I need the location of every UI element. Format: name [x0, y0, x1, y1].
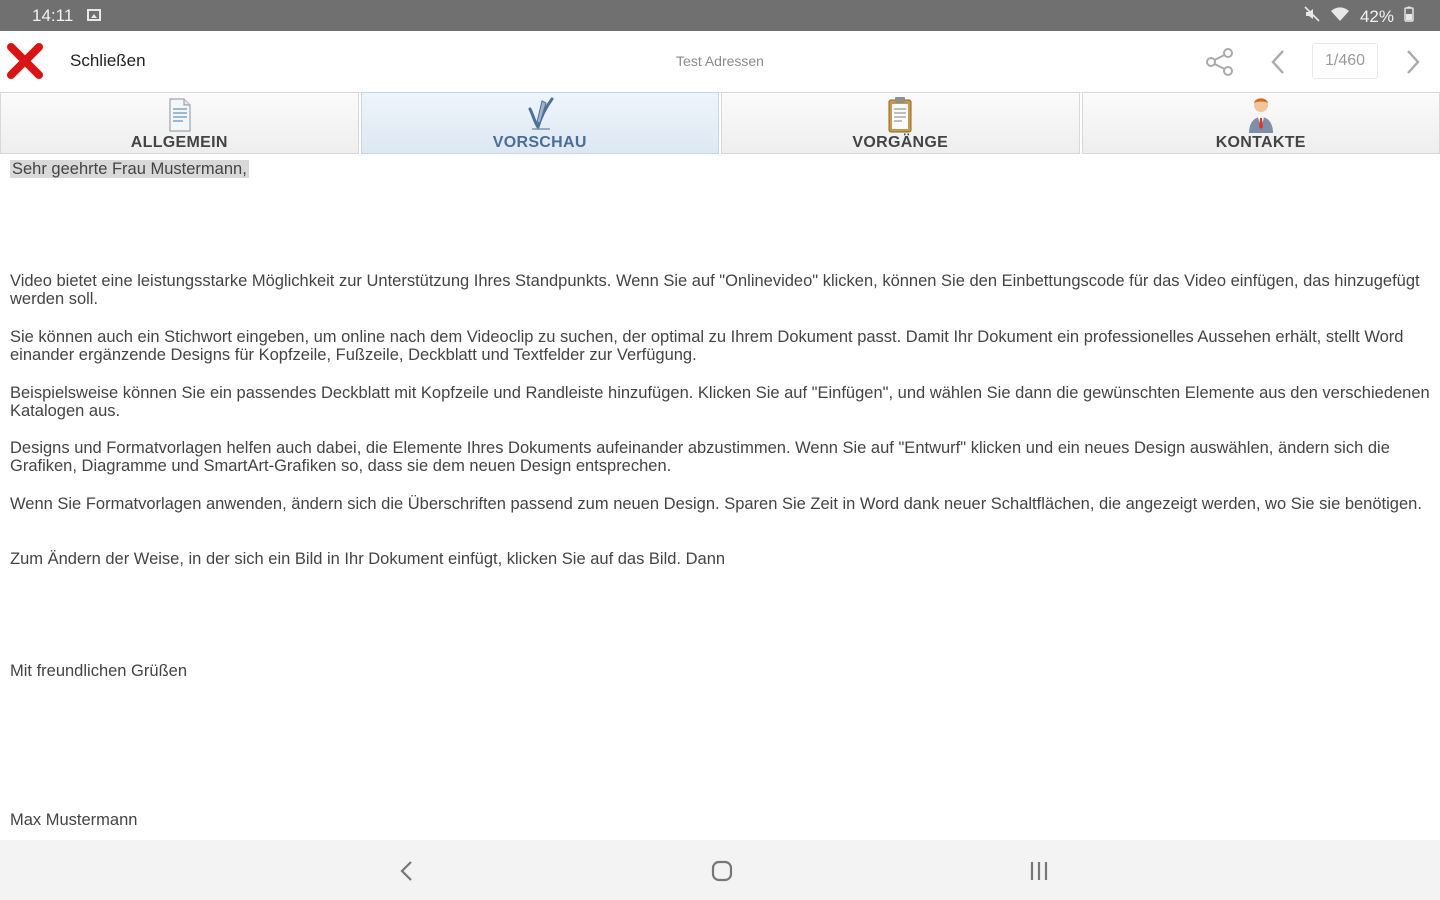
- system-nav-bar: [0, 840, 1440, 900]
- signature: Max Mustermann: [10, 811, 138, 829]
- recent-apps-icon[interactable]: [1027, 860, 1051, 882]
- tab-vorschau[interactable]: [361, 92, 720, 154]
- paragraph: Video bietet eine leistungsstarke Möglichkeit zur Unterstützung Ihres Standpunkts. Wenn Sie auf "Onlinevideo" klicken, können Sie den Einbettungscode für das Video einfügen, das hinzugefügt werden soll.: [10, 272, 1420, 308]
- record-counter[interactable]: 1/460: [1312, 43, 1378, 79]
- next-record-icon[interactable]: [1398, 47, 1426, 77]
- tab-label: KONTAKTE: [1215, 134, 1306, 151]
- paragraph: Zum Ändern der Weise, in der sich ein Bild in Ihr Dokument einfügt, klicken Sie auf das Bild. Dann: [10, 550, 726, 568]
- tab-vorgaenge[interactable]: [721, 92, 1080, 154]
- preview-pen-icon: [522, 95, 558, 135]
- status-time: 14:11: [32, 6, 74, 25]
- paragraph: Wenn Sie Formatvorlagen anwenden, ändern sich die Überschriften passend zum neuen Design. Sparen Sie Zeit in Word dank neuer Schaltflächen, die angezeigt werden, wo Sie sie benötigen.: [10, 495, 1422, 513]
- tab-kontakte[interactable]: [1082, 92, 1440, 154]
- paragraph: Sie können auch ein Stichwort eingeben, um online nach dem Videoclip zu suchen, der optimal zu Ihrem Dokument passt. Damit Ihr Dokument ein professionelles Aussehen erhält, stellt Word einander ergänzende Designs für Kopfzeile, Fußzeile, Deckblatt und Textfelder zur Verfügung.: [10, 328, 1404, 364]
- battery-icon: [1404, 6, 1414, 27]
- share-icon[interactable]: [1204, 46, 1236, 78]
- document-icon: [161, 95, 197, 135]
- tab-allgemein[interactable]: [0, 92, 359, 154]
- back-icon[interactable]: [396, 858, 418, 884]
- previous-record-icon[interactable]: [1265, 47, 1293, 77]
- status-indicators: [1304, 6, 1414, 27]
- app-bar: [0, 31, 1440, 93]
- tab-label: ALLGEMEIN: [130, 134, 228, 151]
- paragraph: Designs und Formatvorlagen helfen auch dabei, die Elemente Ihres Dokuments aufeinander abzustimmen. Wenn Sie auf "Entwurf" klicken und ein neues Design auswählen, ändern sich die Grafiken, Diagramme und SmartArt-Grafiken so, dass sie dem neuen Design entsprechen.: [10, 439, 1390, 475]
- person-icon: [1243, 95, 1279, 135]
- closing: Mit freundlichen Grüßen: [10, 662, 187, 680]
- tab-bar: [0, 92, 1440, 154]
- tab-label: VORSCHAU: [492, 134, 587, 151]
- home-icon[interactable]: [711, 860, 733, 882]
- record-title: Test Adressen: [676, 53, 764, 69]
- mute-icon: [1304, 6, 1320, 27]
- clipboard-icon: [882, 95, 918, 135]
- wifi-icon: [1330, 6, 1350, 27]
- salutation: Sehr geehrte Frau Mustermann,: [12, 160, 247, 178]
- battery-percent: 42%: [1359, 6, 1394, 26]
- gallery-notification-icon: [87, 9, 101, 21]
- close-button[interactable]: Schließen: [70, 51, 146, 70]
- tab-label: VORGÄNGE: [852, 134, 949, 151]
- paragraph: Beispielsweise können Sie ein passendes Deckblatt mit Kopfzeile und Randleiste hinzufügen. Klicken Sie auf "Einfügen", und wählen Sie dann die gewünschten Elemente aus den verschiedenen Katalogen aus.: [10, 384, 1430, 420]
- status-bar: [0, 0, 1440, 31]
